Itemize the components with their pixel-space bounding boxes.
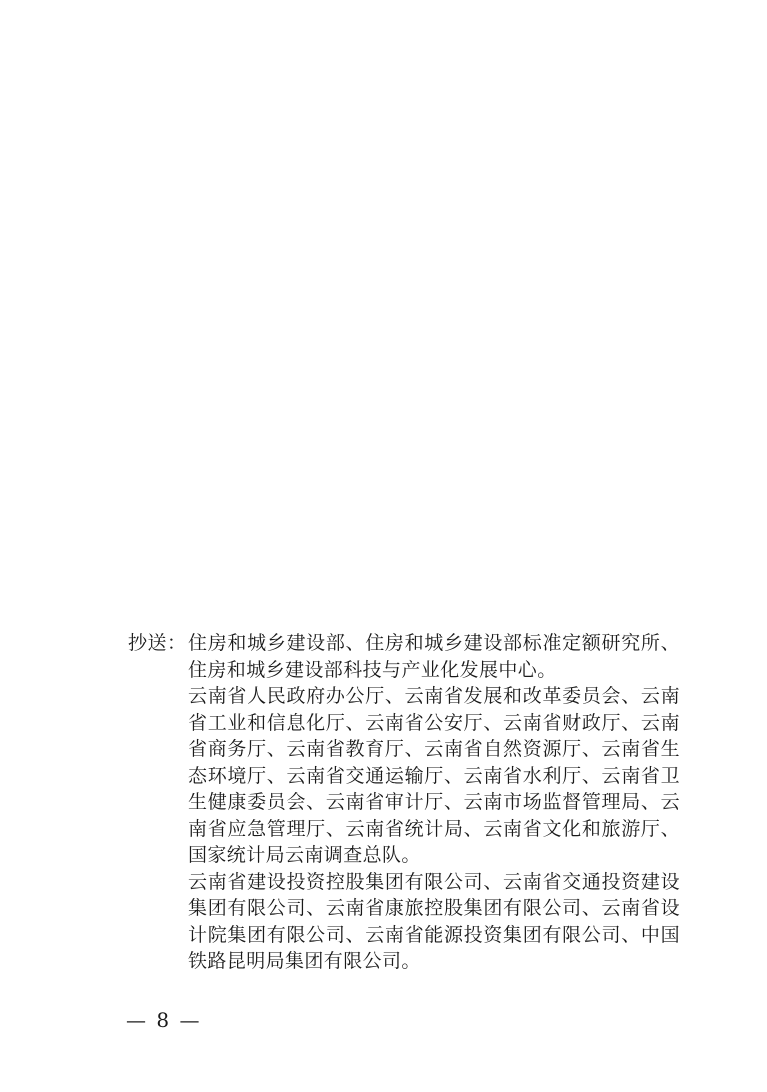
cc-row [128,630,680,975]
cc-group-enterprises: 云南省建设投资控股集团有限公司、云南省交通投资建设集团有限公司、云南省康旅控股集团有限公司、云南省设计院集团有限公司、云南省能源投资集团有限公司、中国铁路昆明局集团有限公司。 [188,870,680,972]
cc-group-ministry: 住房和城乡建设部、住房和城乡建设部标准定额研究所、住房和城乡建设部科技与产业化发展中心。 [188,632,680,681]
cc-section [128,630,680,975]
cc-group-provincial-departments: 云南省人民政府办公厅、云南省发展和改革委员会、云南省工业和信息化厅、云南省公安厅、云南省财政厅、云南省商务厅、云南省教育厅、云南省自然资源厅、云南省生态环境厅、云南省交通运输厅、云南省水利厅、云南省卫生健康委员会、云南省审计厅、云南市场监督管理局、云南省应急管理厅、云南省统计局、云南省文化和旅游厅、国家统计局云南调查总队。 [188,685,680,866]
cc-label: 抄送： [128,632,187,654]
page-number: — 8 — [126,1008,202,1032]
cc-recipient-groups [188,630,680,975]
